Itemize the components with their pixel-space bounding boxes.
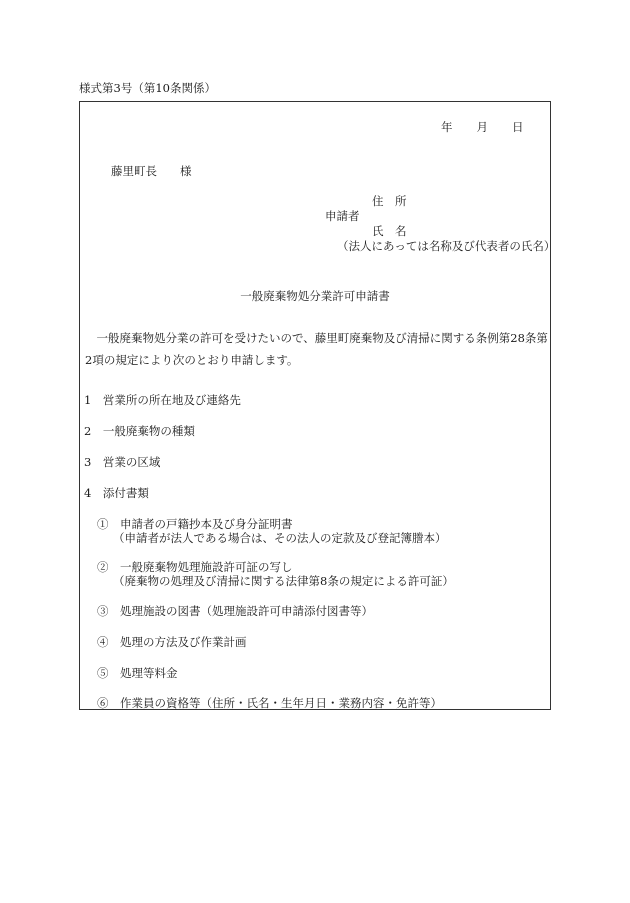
date-line <box>441 119 524 135</box>
date-year: 年 <box>441 120 453 134</box>
section-attachments: 4 添付書類 <box>84 486 149 500</box>
attachment-item-3: ③ 処理施設の図書（処理施設許可申請添付図書等） <box>97 604 373 618</box>
form-number-label: 様式第3号（第10条関係） <box>79 81 216 95</box>
section-waste-type: 2 一般廃棄物の種類 <box>84 424 195 438</box>
attachment-item-2: ② 一般廃棄物処理施設許可証の写し <box>97 560 293 574</box>
date-month: 月 <box>476 120 488 134</box>
attachment-item-2-note: （廃棄物の処理及び清掃に関する法律第8条の規定による許可証） <box>113 574 454 588</box>
applicant-label: 申請者 <box>325 209 360 223</box>
document-title: 一般廃棄物処分業許可申請書 <box>240 289 390 303</box>
application-statement: 一般廃棄物処分業の許可を受けたいので、藤里町廃棄物及び清掃に関する条例第28条第2項の規定により次のとおり申請します。 <box>85 331 548 367</box>
attachment-item-6: ⑥ 作業員の資格等（住所・氏名・生年月日・業務内容・免許等） <box>97 696 442 710</box>
address-label: 住 所 <box>372 194 407 208</box>
attachment-item-1: ① 申請者の戸籍抄本及び身分証明書 <box>97 517 293 531</box>
date-day: 日 <box>512 120 524 134</box>
attachment-item-4: ④ 処理の方法及び作業計画 <box>97 635 247 649</box>
corporate-note: （法人にあっては名称及び代表者の氏名） <box>337 239 556 253</box>
section-business-area: 3 営業の区域 <box>84 455 161 469</box>
name-label: 氏 名 <box>372 224 407 238</box>
section-office-location: 1 営業所の所在地及び連絡先 <box>84 393 241 407</box>
recipient: 藤里町長 様 <box>111 164 192 178</box>
attachment-item-1-note: （申請者が法人である場合は、その法人の定款及び登記簿謄本） <box>113 531 447 545</box>
attachment-item-5: ⑤ 処理等料金 <box>97 666 178 680</box>
